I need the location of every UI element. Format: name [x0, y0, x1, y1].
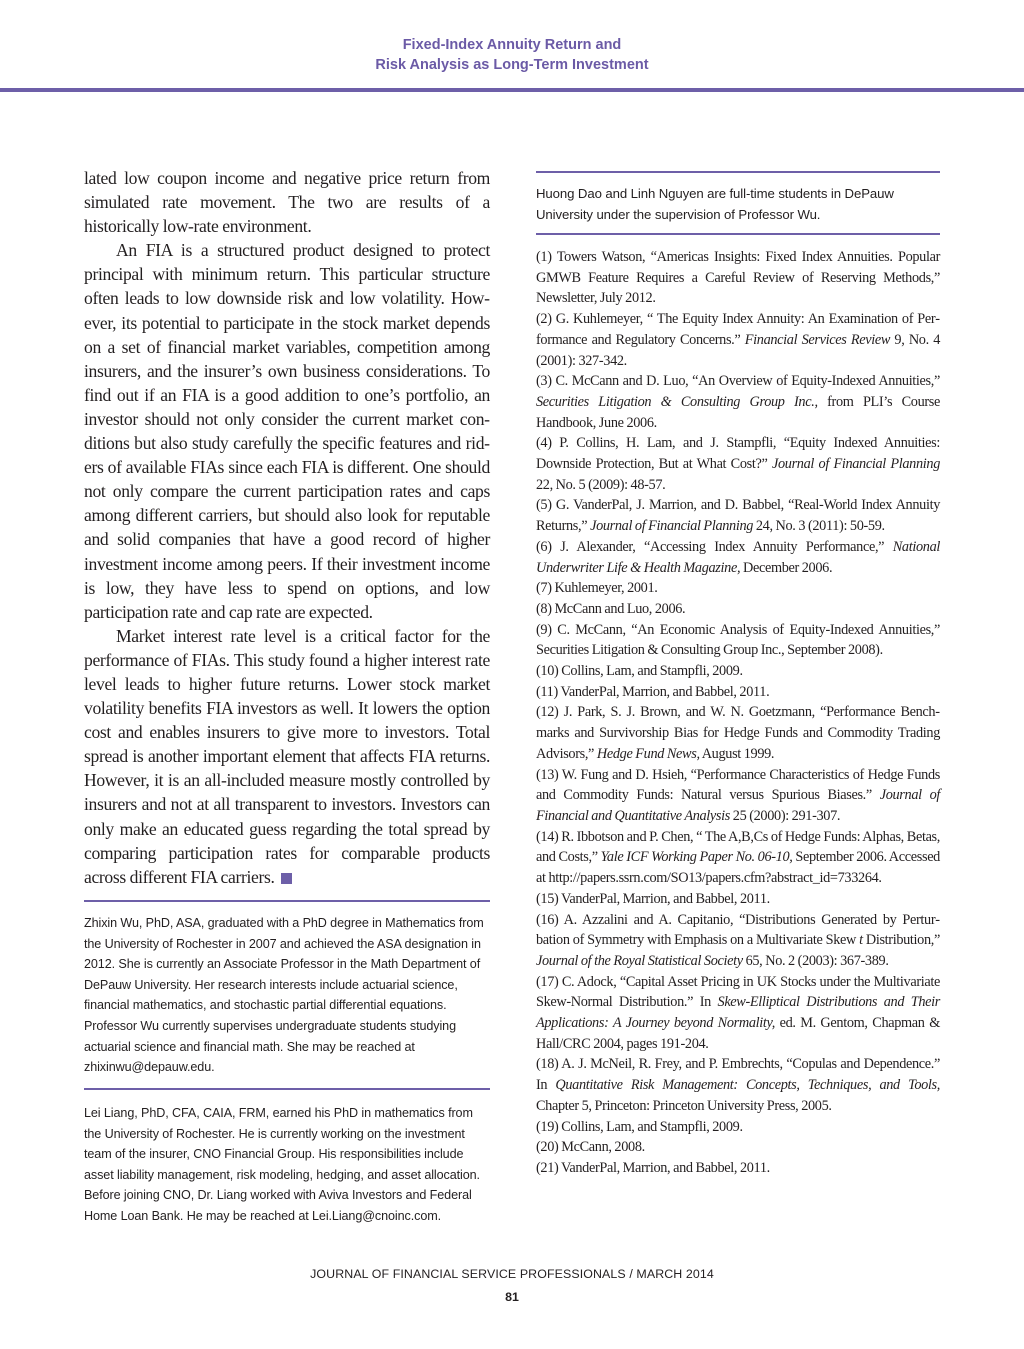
reference-item: (16) A. Azzalini and A. Capitanio, “Distributions Generated by Perturbation of Symmetry with Emphasis on a Multivariate Skew t Distribution,” Journal of the Royal Statistical Society 65, No. 2 (2003): 367-389. [536, 911, 940, 969]
running-header [0, 0, 1024, 92]
header-rule [0, 88, 1024, 92]
reference-item: (17) C. Adock, “Capital Asset Pricing in UK Stocks under the Multivariate Skew-Normal Distribution.” In Skew-Elliptical Distributions and Their Applications: A Journey beyond Normality, ed. M. Gentom, Chapman & Hall/CRC 2004, pages 191-204. [536, 973, 940, 1052]
author-bio-liang: Lei Liang, PhD, CFA, CAIA, FRM, earned his PhD in mathematics from the University of Rochester. He is currently working on the investment team of the insurer, CNO Financial Group. His responsibilities include asset liability management, risk modeling, hedging, and asset allocation. Before joining CNO, Dr. Liang worked with Aviva Investors and Federal Home Loan Bank. He may be reached at Lei.Liang@cnoinc.com. [84, 1106, 480, 1223]
reference-item: (7) Kuhlemeyer, 2001. [536, 580, 658, 597]
running-header-title [0, 35, 1024, 75]
article-paragraph-1: lated low coupon income and negative price return from simulated rate movement. The two are results of a historically low-rate environment. [84, 168, 490, 237]
reference-item: (2) G. Kuhlemeyer, “ The Equity Index Annuity: An Examination of Performance and Regulatory Concerns.” Financial Services Review 9, No. 4 (2001): 327-342. [536, 311, 940, 369]
footer-journal-line: JOURNAL OF FINANCIAL SERVICE PROFESSIONALS / MARCH 2014 [310, 1267, 714, 1281]
references-list [536, 247, 940, 1179]
reference-item: (6) J. Alexander, “Accessing Index Annuity Performance,” National Underwriter Life & Health Magazine, December 2006. [536, 538, 940, 576]
reference-item: (15) VanderPal, Marrion, and Babbel, 2011. [536, 890, 770, 907]
article-paragraph-3-text: Market interest rate level is a critical factor for the performance of FIAs. This study found a higher interest rate level leads to higher future returns. Lower stock market volatility benefits FIA investors as well. It lowers the option cost and enables insurers to give more to investors. Total spread is another important element that affects FIA returns. However, it is an all-included measure mostly controlled by insurers and not at all transparent to investors. Investors can only make an educated guess regarding the total spread by comparing participation rates for comparable products across different FIA carriers. [84, 625, 490, 887]
reference-item: (10) Collins, Lam, and Stampfli, 2009. [536, 663, 743, 680]
reference-item: (12) J. Park, S. J. Brown, and W. N. Goetzmann, “Performance Benchmarks and Survivorship Bias for Hedge Funds and Commodity Trading Advisors,” Hedge Fund News, August 1999. [536, 704, 940, 762]
reference-item: (1) Towers Watson, “Americas Insights: Fixed Index Annuities. Popular GMWB Feature Requires a Careful Review of Reserving Methods,” Newsletter, July 2012. [536, 249, 940, 307]
article-paragraph-3 [84, 624, 490, 889]
reference-item: (9) C. McCann, “An Economic Analysis of Equity-Indexed Annuities,” Securities Litigation & Consulting Group Inc., September 2008). [536, 621, 940, 659]
article-body-column [84, 166, 490, 889]
reference-item: (3) C. McCann and D. Luo, “An Overview of Equity-Indexed Annuities,” Securities Litigation & Consulting Group Inc., from PLI’s Course Handbook, June 2006. [536, 373, 941, 431]
author-bio-wu: Zhixin Wu, PhD, ASA, graduated with a PhD degree in Mathematics from the University of Rochester in 2007 and achieved the ASA designation in 2012. She is currently an Associate Professor in the Math Department of DePauw University. Her research interests include actuarial science, financial mathematics, and stochastic partial differential equations. Professor Wu currently supervises undergraduate students studying actuarial science and financial math. She may be reached at zhixinwu@depauw.edu. [84, 916, 484, 1075]
article-paragraph-2: An FIA is a structured product designed to protect principal with minimum return. This particular structure often leads to low downside risk and low volatility. However, its potential to participate in the stock market depends on a set of financial market variables, competition among insurers, and the insurer’s own business considerations. To find out if an FIA is a good addition to one’s portfolio, an investor should not only consider the current market conditions but also study carefully the specific features and riders of available FIAs since each FIA is different. One should not only compare the current participation rates and caps among different carriers, but should also look for reputable and solid companies that have a good record of higher investment income among peers. If their investment income is low, they have less to spend on options, and low participation rate and cap rate are expected. [84, 240, 490, 622]
running-header-line-1: Fixed-Index Annuity Return and [402, 37, 622, 53]
references-rule-top [536, 233, 940, 235]
bio-rule-top [84, 900, 490, 902]
end-of-article-mark [281, 873, 292, 884]
reference-item: (13) W. Fung and D. Hsieh, “Performance Characteristics of Hedge Funds and Commodity Funds: Natural versus Spurious Biases.” Journal of Financial and Quantitative Analysis 25 (2000): 291-307. [536, 766, 940, 824]
reference-item: (5) G. VanderPal, J. Marrion, and D. Babbel, “Real-World Index Annuity Returns,” Journal of Financial Planning 24, No. 3 (2011): 50-59. [536, 497, 940, 535]
reference-item: (11) VanderPal, Marrion, and Babbel, 2011. [536, 683, 770, 700]
reference-item: (14) R. Ibbotson and P. Chen, “ The A,B,Cs of Hedge Funds: Alphas, Betas, and Costs,” Yale ICF Working Paper No. 06-10, September 2006. Accessed at http://papers.ssrn.com/SO13/papers.cfm?abstract_id=733264. [536, 828, 940, 887]
students-note: Huong Dao and Linh Nguyen are full-time students in DePauw University under the supervision of Professor Wu. [536, 186, 894, 222]
reference-item: (8) McCann and Luo, 2006. [536, 600, 686, 617]
reference-item: (19) Collins, Lam, and Stampfli, 2009. [536, 1118, 743, 1135]
running-header-line-2: Risk Analysis as Long-Term Investment [375, 57, 649, 73]
reference-item: (18) A. J. McNeil, R. Frey, and P. Embrechts, “Copulas and Dependence.” In Quantitative Risk Management: Concepts, Techniques, and Tools, Chapter 5, Princeton: Princeton University Press, 2005. [536, 1056, 940, 1114]
bio-rule-middle [84, 1088, 490, 1090]
reference-item: (4) P. Collins, H. Lam, and J. Stampfli, “Equity Indexed Annuities: Downside Protection, But at What Cost?” Journal of Financial Planning 22, No. 5 (2009): 48-57. [536, 435, 940, 493]
reference-item: (21) VanderPal, Marrion, and Babbel, 2011. [536, 1159, 770, 1176]
reference-item: (20) McCann, 2008. [536, 1139, 645, 1156]
students-rule-top [536, 171, 940, 173]
page-number: 81 [505, 1290, 519, 1304]
